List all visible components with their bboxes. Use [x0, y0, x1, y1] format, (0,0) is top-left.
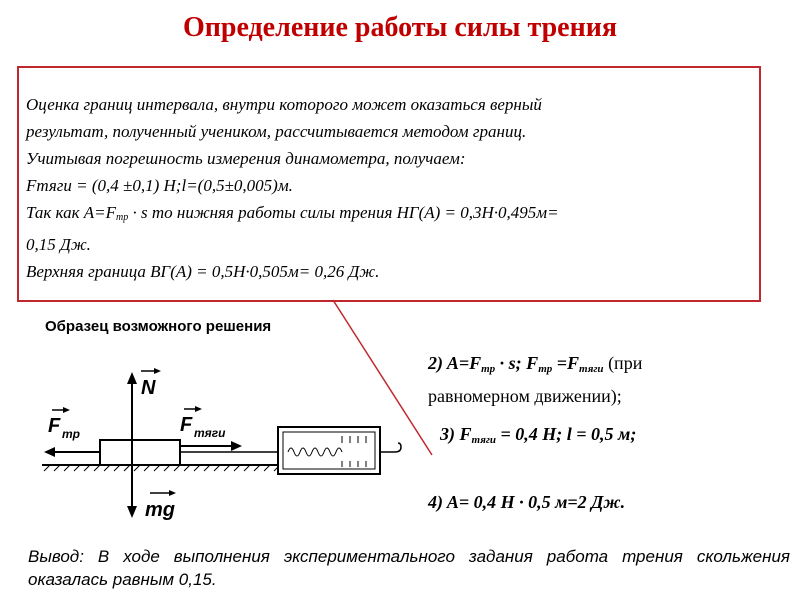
step-3-part-b: = 0,4 Н; l = 0,5 м; — [496, 424, 637, 444]
step-3 — [440, 424, 636, 446]
step-3-part-a: 3) F — [440, 424, 472, 444]
page-title: Определение работы силы трения — [182, 12, 618, 43]
label-pull — [180, 406, 226, 440]
label-gravity — [145, 490, 176, 521]
label-gravity-text: mg — [145, 499, 175, 521]
normal-force-arrowhead — [127, 372, 137, 384]
estimate-line-5-b: · s то нижняя работы силы трения НГ(А) = 0,3Н·0,495м= — [128, 203, 559, 222]
label-pull-text: F — [180, 414, 193, 436]
step-2-part-d: (при — [603, 353, 643, 373]
step-2-line-2: равномерном движении); — [428, 386, 622, 406]
step-2-part-a: 2) A=F — [428, 353, 482, 373]
step-2-sub-1: тр — [481, 363, 496, 375]
estimate-line-6: 0,15 Дж. — [26, 235, 91, 254]
estimate-line-5-sub: тр — [116, 212, 129, 223]
estimate-line-5-a: Так как A=F — [26, 203, 117, 222]
estimate-line-2: результат, полученный учеником, рассчитывается методом границ. — [26, 122, 527, 141]
gravity-arrowhead — [127, 506, 137, 518]
estimate-line-4: Fтяги = (0,4 ±0,1) Н;l=(0,5±0,005)м. — [26, 176, 293, 195]
pull-arrowhead — [231, 441, 242, 451]
step-2-sub-2: тр — [538, 363, 553, 375]
step-4: 4) A= 0,4 Н · 0,5 м=2 Дж. — [428, 492, 626, 512]
step-2-part-c: =F — [552, 353, 580, 373]
block — [100, 440, 180, 465]
label-friction — [48, 407, 80, 441]
conclusion: Вывод: В ходе выполнения экспериментального задания работа трения скольжения оказалась равным 0,15. — [28, 547, 790, 589]
estimate-line-7: Верхняя граница ВГ(А) = 0,5Н·0,505м= 0,26 Дж. — [26, 262, 380, 281]
label-friction-sub: тр — [62, 427, 80, 441]
label-normal-text: N — [141, 377, 156, 399]
label-pull-sub: тяги — [194, 426, 226, 440]
dynamometer — [278, 427, 401, 474]
step-2-part-b: · s; F — [495, 353, 539, 373]
step-2 — [428, 350, 642, 410]
label-friction-text: F — [48, 415, 61, 437]
friction-arrowhead — [44, 447, 55, 457]
estimate-line-3: Учитывая погрешность измерения динамометра, получаем: — [26, 149, 466, 168]
solution-heading: Образец возможного решения — [45, 318, 272, 335]
step-2-sub-3: тяги — [579, 363, 604, 375]
step-2-line-1 — [428, 350, 642, 383]
label-normal — [141, 368, 161, 399]
step-3-sub: тяги — [471, 434, 497, 446]
estimate-line-1: Оценка границ интервала, внутри которого может оказаться верный — [26, 95, 542, 114]
